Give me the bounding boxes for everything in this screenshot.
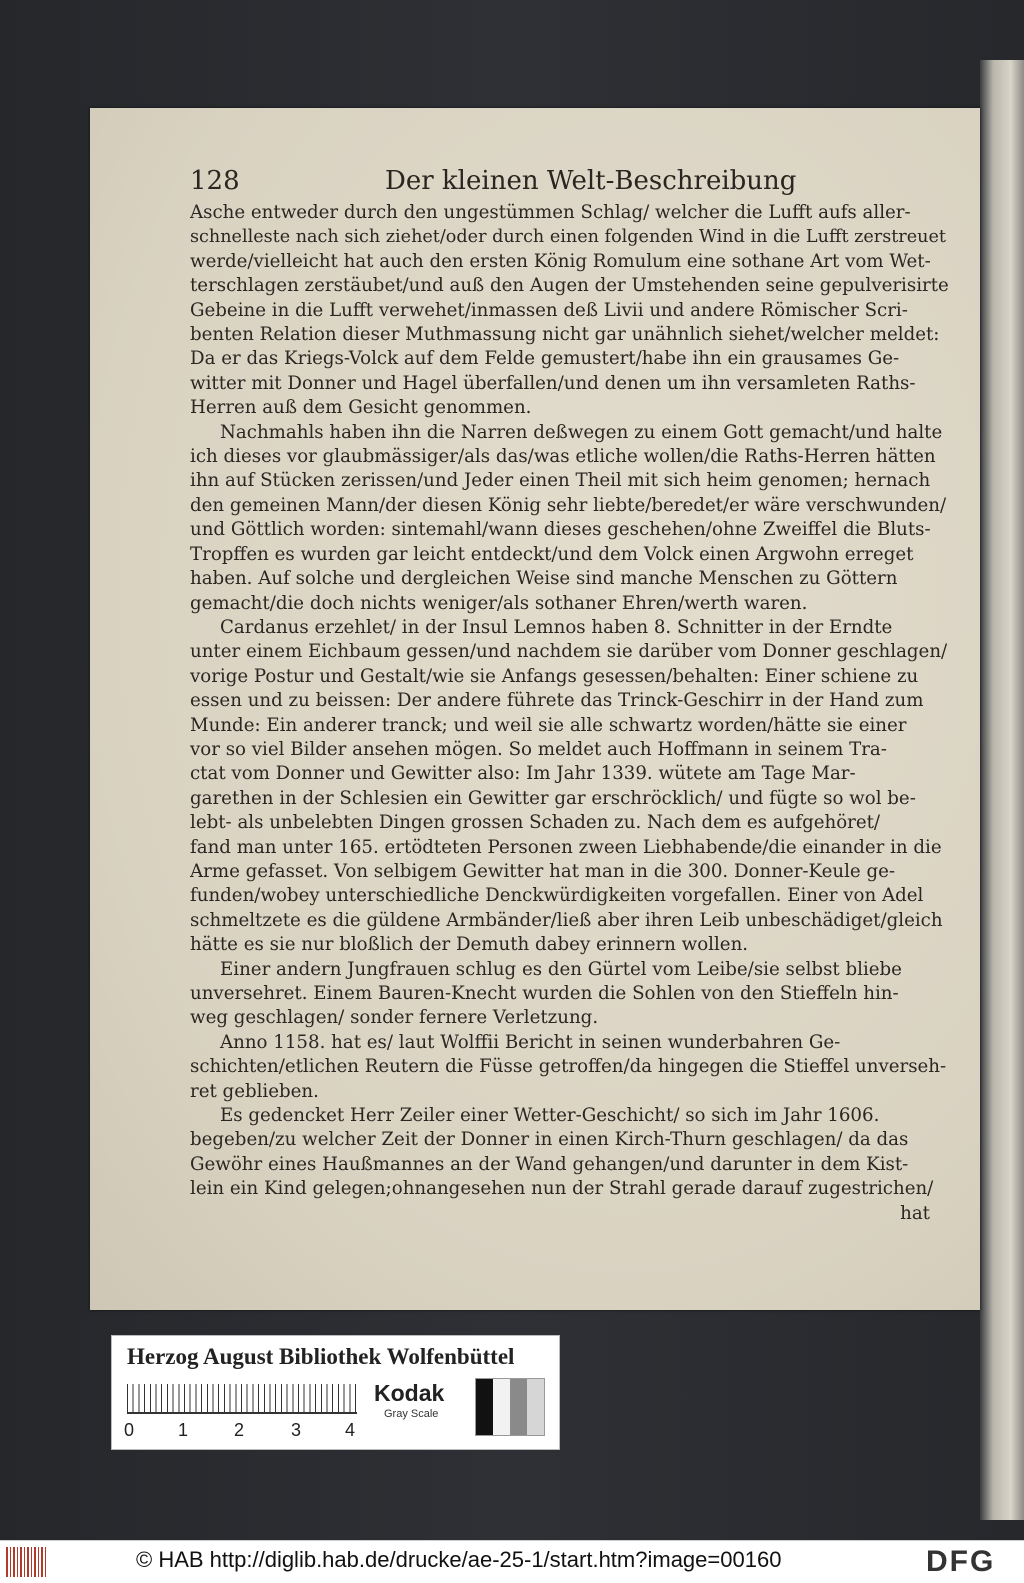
dfg-logo: DFG	[926, 1545, 996, 1578]
footer-bar	[0, 1540, 1024, 1583]
text-line: Gebeine in die Lufft verwehet/inmassen deß Livii und andere Römischer Scri-	[190, 299, 908, 321]
text-line: lein ein Kind gelegen;ohnangesehen nun der Strahl gerade darauf zugestrichen/	[190, 1178, 934, 1200]
gray-patch	[476, 1379, 493, 1435]
text-line: gemacht/die doch nichts weniger/als sothaner Ehren/werth waren.	[190, 592, 808, 614]
gray-patch	[527, 1379, 544, 1435]
gray-patch	[510, 1379, 527, 1435]
text-line: vorige Postur und Gestalt/wie sie Anfangs gesessen/behalten: Einer schiene zu	[190, 665, 919, 687]
text-line: Einer andern Jungfrauen schlug es den Gürtel vom Leibe/sie selbst bliebe	[220, 958, 902, 980]
text-line: schnelleste nach sich ziehet/oder durch einen folgenden Wind in die Lufft zerstreuet	[190, 227, 946, 248]
ruler-number: 0	[124, 1420, 135, 1440]
text-line: Da er das Kriegs-Volck auf dem Felde gemustert/habe ihn ein grausames Ge-	[190, 348, 900, 370]
text-line: ctat vom Donner und Gewitter also: Im Jahr 1339. wütete am Tage Mar-	[190, 763, 856, 785]
page-number: 128	[190, 166, 240, 196]
text-line: benten Relation dieser Muthmassung nicht gar unähnlich siehet/welcher meldet:	[190, 324, 940, 346]
catchword: hat	[900, 1202, 930, 1224]
text-line: ich dieses vor glaubmässiger/als das/was etliche wollen/die Raths-Herren hätten	[190, 446, 936, 468]
text-line: schmeltzete es die güldene Armbänder/ließ aber ihren Leib unbeschädiget/gleich	[190, 909, 943, 931]
kodak-logo: Kodak	[374, 1380, 445, 1406]
text-line: und Göttlich worden: sintemahl/wann dieses geschehen/ohne Zweiffel die Bluts-	[190, 519, 931, 541]
running-title: Der kleinen Welt-Beschreibung	[385, 166, 797, 196]
text-line: unversehret. Einem Bauren-Knecht wurden die Sohlen von den Stieffeln hin-	[190, 983, 899, 1004]
text-line: hätte es sie nur bloßlich der Demuth dabey erinnern wollen.	[190, 934, 749, 956]
text-line: Munde: Ein anderer tranck; und weil sie alle schwartz worden/hätte sie einer	[190, 714, 907, 736]
text-line: Arme gefasset. Von selbigem Gewitter hat man in die 300. Donner-Keule ge-	[190, 860, 896, 882]
text-line: Es gedencket Herr Zeiler einer Wetter-Geschicht/ so sich im Jahr 1606.	[220, 1105, 880, 1127]
text-line: begeben/zu welcher Zeit der Donner in einen Kirch-Thurn geschlagen/ da das	[190, 1129, 909, 1151]
gray-scale-patches	[475, 1378, 545, 1436]
ruler-number: 3	[291, 1420, 302, 1440]
text-line: Gewöhr eines Haußmannes an der Wand gehangen/und darunter in dem Kist-	[190, 1153, 909, 1175]
text-line: unter einem Eichbaum gessen/und nachdem sie darüber vom Donner geschlagen/	[190, 641, 948, 663]
text-line: lebt- als unbelebten Dingen grossen Schaden zu. Nach dem es aufgehöret/	[190, 812, 881, 834]
gray-patch	[493, 1379, 510, 1435]
book-page	[90, 108, 980, 1310]
text-line: weg geschlagen/ sonder fernere Verletzung.	[190, 1007, 599, 1029]
text-line: Tropffen es wurden gar leicht entdeckt/und dem Volck einen Argwohn erreget	[190, 543, 914, 565]
text-line: ihn auf Stücken zerissen/und Jeder einen Theil mit sich heim genomen; hernach	[190, 470, 931, 492]
text-line: witter mit Donner und Hagel überfallen/und denen um ihn versamleten Raths-	[190, 372, 916, 394]
page-body-text	[190, 201, 950, 1226]
text-line: werde/vielleicht hat auch den ersten König Romulum eine sothane Art vom Wet-	[190, 250, 931, 272]
ruler-number: 1	[178, 1420, 189, 1440]
ruler-scale	[127, 1384, 357, 1414]
ruler-number: 4	[345, 1420, 356, 1440]
text-line: garethen in der Schlesien ein Gewitter gar erschröcklich/ und fügte so wol be-	[190, 787, 916, 809]
text-line: Cardanus erzehlet/ in der Insul Lemnos haben 8. Schnitter in der Erndte	[220, 616, 893, 638]
page-header	[190, 166, 830, 202]
barcode-icon	[6, 1547, 48, 1577]
text-line: vor so viel Bilder ansehen mögen. So meldet auch Hoffmann in seinem Tra-	[190, 738, 887, 760]
copyright-url[interactable]: © HAB http://diglib.hab.de/drucke/ae-25-1/start.htm?image=00160	[136, 1547, 782, 1572]
text-line: terschlagen zerstäubet/und auß den Augen der Umstehenden seine gepulverisirte	[190, 275, 949, 297]
text-line: Herren auß dem Gesicht genommen.	[190, 397, 532, 419]
text-line: fand man unter 165. ertödteten Personen zween Liebhabende/die einander in die	[190, 836, 942, 858]
text-line: Anno 1158. hat es/ laut Wolffii Bericht in seinen wunderbahren Ge-	[220, 1031, 841, 1053]
text-line: essen und zu beissen: Der andere führete das Trinck-Geschirr in der Hand zum	[190, 690, 924, 712]
text-line: haben. Auf solche und dergleichen Weise sind manche Menschen zu Göttern	[190, 568, 898, 590]
text-line: Asche entweder durch den ungestümmen Schlag/ welcher die Lufft aufs aller-	[190, 202, 911, 223]
library-name: Herzog August Bibliothek Wolfenbüttel	[127, 1344, 515, 1369]
text-line: Nachmahls haben ihn die Narren deßwegen zu einem Gott gemacht/und halte	[220, 421, 943, 443]
color-calibration-card	[111, 1335, 560, 1450]
ruler-number: 2	[234, 1420, 245, 1440]
text-line: den gemeinen Mann/der diesen König sehr liebte/beredet/er wäre verschwunden/	[190, 494, 947, 516]
text-line: schichten/etlichen Reutern die Füsse getroffen/da hingegen die Stieffel unverseh-	[190, 1056, 947, 1078]
text-line: funden/wobey unterschiedliche Denckwürdigkeiten vorgefallen. Einer von Adel	[190, 885, 924, 907]
book-edge	[980, 60, 1024, 1520]
gray-scale-label: Gray Scale	[384, 1408, 439, 1420]
text-line: ret geblieben.	[190, 1080, 319, 1102]
